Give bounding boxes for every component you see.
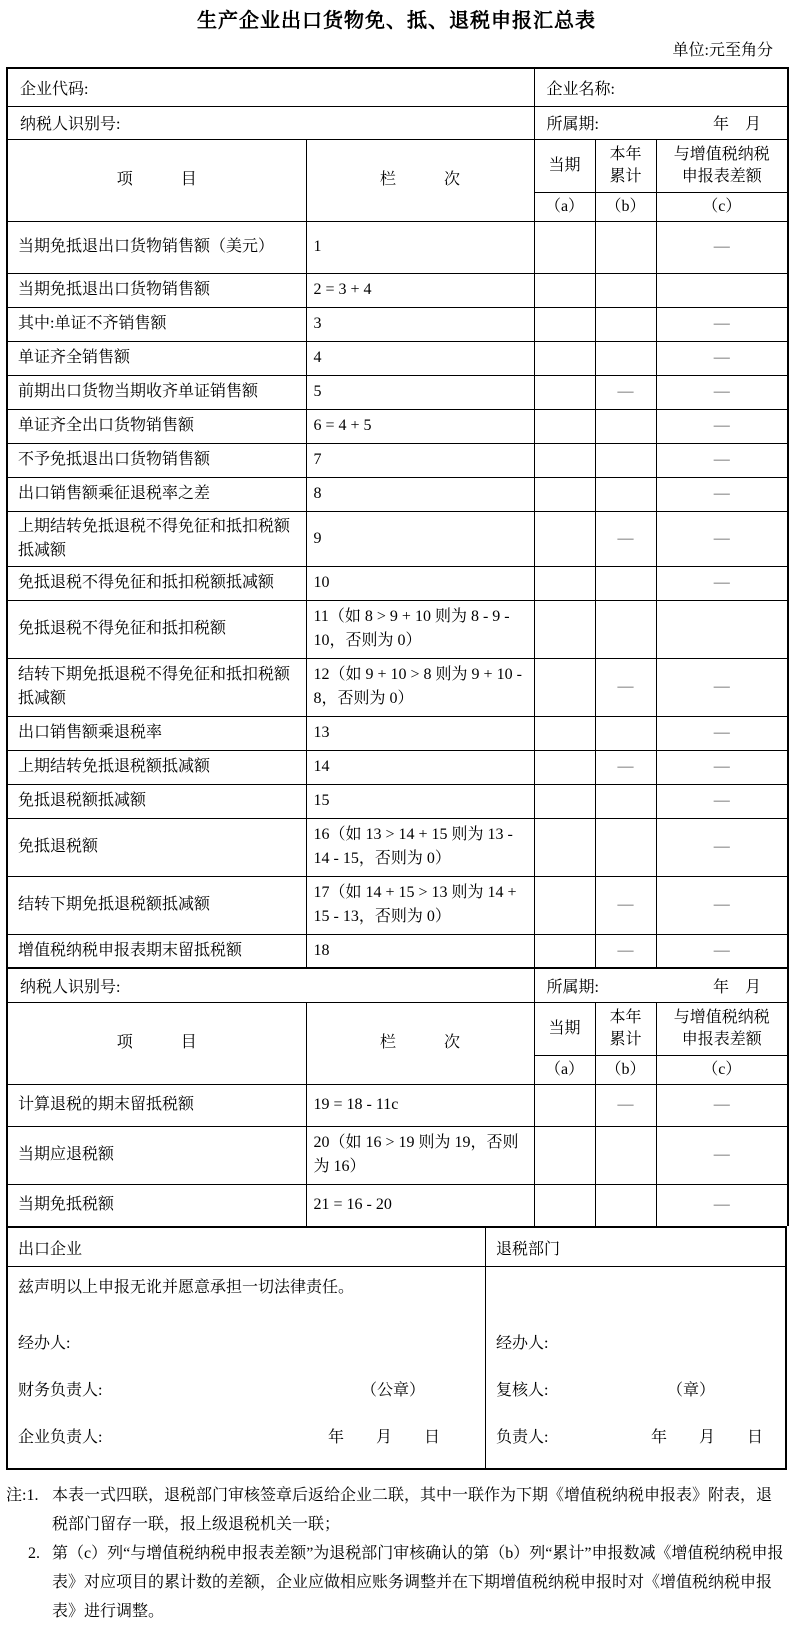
value-cell-c: —: [656, 566, 788, 600]
value-cell-a: [534, 477, 595, 511]
signature-body-row: [8, 1267, 785, 1468]
col-index-cell: 21 = 16 - 20: [306, 1184, 534, 1226]
value-cell-c: —: [656, 375, 788, 409]
header2-current: 当期: [534, 1002, 595, 1055]
taxpayer-id-cell: 纳税人识别号:: [7, 106, 534, 139]
value-cell-b: [595, 1126, 656, 1184]
value-cell-b: [595, 784, 656, 818]
item-cell: 不予免抵退出口货物销售额: [7, 443, 306, 477]
section1-row-15: [7, 784, 788, 818]
value-cell-c: [656, 273, 788, 307]
col-index-cell: 4: [306, 341, 534, 375]
col-index-cell: 19 = 18 - 11c: [306, 1084, 534, 1126]
item-cell: 当期免抵退出口货物销售额: [7, 273, 306, 307]
item-cell: 增值税纳税申报表期末留抵税额: [7, 934, 306, 968]
value-cell-b: [595, 600, 656, 658]
page-title: 生产企业出口货物免、抵、退税申报汇总表: [197, 10, 596, 32]
item-cell: 免抵退税不得免征和抵扣税额: [7, 600, 306, 658]
header2-vat-diff-line2: 申报表差额: [681, 1030, 762, 1048]
value-cell-a: [534, 1126, 595, 1184]
export-company-cell: 出口企业: [8, 1228, 486, 1266]
section1-row-11: [7, 600, 788, 658]
value-cell-c: —: [656, 1126, 788, 1184]
left-manager-label: 企业负责人:: [18, 1429, 103, 1446]
value-cell-a: [534, 566, 595, 600]
left-signature-block: [8, 1318, 485, 1468]
right-manager-label: 负责人:: [496, 1429, 549, 1446]
value-cell-c: [656, 600, 788, 658]
value-cell-a: [534, 784, 595, 818]
dept-seal-label: （章）: [666, 1382, 715, 1399]
value-cell-b: —: [595, 1084, 656, 1126]
section1-row-14: [7, 750, 788, 784]
header-col-b: （b）: [595, 192, 656, 221]
header2-col-b: （b）: [595, 1055, 656, 1084]
value-cell-b: [595, 566, 656, 600]
left-date-label: 年 月 日: [327, 1429, 440, 1446]
section1-row-4: [7, 341, 788, 375]
period-cell: [534, 106, 788, 139]
value-cell-b: —: [595, 750, 656, 784]
col-index-cell: 17（如 14 + 15 > 13 则为 14 + 15 - 13，否则为 0）: [306, 876, 534, 934]
company-name-cell: 企业名称:: [534, 68, 788, 106]
section1-row-2: [7, 273, 788, 307]
value-cell-c: —: [656, 511, 788, 566]
col-index-cell: 6 = 4 + 5: [306, 409, 534, 443]
right-signature-block: [486, 1318, 785, 1468]
section1-row-3: [7, 307, 788, 341]
info-row-taxpayer: [7, 106, 788, 139]
value-cell-b: [595, 409, 656, 443]
value-cell-b: [595, 716, 656, 750]
value-cell-a: [534, 934, 595, 968]
section1-row-5: [7, 375, 788, 409]
section1-row-9: [7, 511, 788, 566]
value-cell-c: —: [656, 716, 788, 750]
header2-col-c: （c）: [656, 1055, 788, 1084]
col-index-cell: 20（如 16 > 19 则为 19，否则为 16）: [306, 1126, 534, 1184]
value-cell-b: [595, 307, 656, 341]
value-cell-b: —: [595, 511, 656, 566]
note-2: [28, 1539, 785, 1626]
header-vat-diff-line1: 与增值税纳税: [673, 145, 770, 163]
col-index-cell: 13: [306, 716, 534, 750]
value-cell-c: —: [656, 1184, 788, 1226]
value-cell-a: [534, 818, 595, 876]
period-year-month-2: 年 月: [713, 978, 762, 996]
value-cell-a: [534, 409, 595, 443]
value-cell-b: —: [595, 375, 656, 409]
header2-ytd-line1: 本年: [609, 1008, 642, 1026]
note-1-marker: 注:1.: [6, 1487, 39, 1504]
header2-column: 栏 次: [306, 1002, 534, 1084]
period-label: 所属期:: [546, 116, 599, 133]
value-cell-b: [595, 273, 656, 307]
value-cell-c: —: [656, 750, 788, 784]
section1-row-1: [7, 221, 788, 273]
value-cell-c: —: [656, 818, 788, 876]
header-ytd-line1: 本年: [609, 145, 642, 163]
left-handler-label: 经办人:: [18, 1335, 71, 1352]
value-cell-c: —: [656, 307, 788, 341]
item-cell: 出口销售额乘退税率: [7, 716, 306, 750]
col-index-cell: 7: [306, 443, 534, 477]
section2-rows: [7, 1084, 788, 1226]
right-handler-label: 经办人:: [496, 1335, 549, 1352]
section1-row-18: [7, 934, 788, 968]
value-cell-b: —: [595, 876, 656, 934]
info-row-company: [7, 68, 788, 106]
value-cell-c: —: [656, 658, 788, 716]
company-seal-label: （公章）: [360, 1382, 425, 1399]
header-col-c: （c）: [656, 192, 788, 221]
form-sheet: [6, 0, 787, 1626]
item-cell: 免抵退税额: [7, 818, 306, 876]
section1-row-13: [7, 716, 788, 750]
col-index-cell: 18: [306, 934, 534, 968]
item-cell: 免抵退税额抵减额: [7, 784, 306, 818]
value-cell-a: [534, 341, 595, 375]
item-cell: 结转下期免抵退税不得免征和抵扣税额抵减额: [7, 658, 306, 716]
value-cell-a: [534, 750, 595, 784]
value-cell-a: [534, 375, 595, 409]
value-cell-a: [534, 511, 595, 566]
item-cell: 单证齐全销售额: [7, 341, 306, 375]
value-cell-b: [595, 818, 656, 876]
value-cell-a: [534, 1184, 595, 1226]
value-cell-c: —: [656, 1084, 788, 1126]
col-index-cell: 9: [306, 511, 534, 566]
item-cell: 免抵退税不得免征和抵扣税额抵减额: [7, 566, 306, 600]
section2-row-1: [7, 1084, 788, 1126]
section1-row-8: [7, 477, 788, 511]
right-reviewer-label: 复核人:: [496, 1382, 549, 1399]
item-cell: 当期免抵退出口货物销售额（美元）: [7, 221, 306, 273]
header-col-a: （a）: [534, 192, 595, 221]
signature-header-row: [8, 1228, 785, 1267]
item-cell: 上期结转免抵退税额抵减额: [7, 750, 306, 784]
note-2-text: 第（c）列“与增值税纳税申报表差额”为退税部门审核确认的第（b）列“累计”申报数减《增值税纳税申报表》对应项目的累计数的差额，企业应做相应账务调整并在下期增值税纳税申报时对《增值税纳税申报表》进行调整。: [52, 1545, 784, 1620]
section1-row-7: [7, 443, 788, 477]
value-cell-b: [595, 477, 656, 511]
section1-row-16: [7, 818, 788, 876]
value-cell-c: —: [656, 784, 788, 818]
value-cell-c: —: [656, 876, 788, 934]
header-column: 栏 次: [306, 139, 534, 221]
right-handler-line: [486, 1318, 785, 1365]
signature-section: [6, 1226, 787, 1470]
company-code-cell: 企业代码:: [7, 68, 534, 106]
col-index-cell: 10: [306, 566, 534, 600]
col-index-cell: 5: [306, 375, 534, 409]
section1-row-10: [7, 566, 788, 600]
note-1-text: 本表一式四联，退税部门审核签章后返给企业二联，其中一联作为下期《增值税纳税申报表》附表，退税部门留存一联，报上级退税机关一联；: [52, 1487, 773, 1533]
value-cell-c: —: [656, 477, 788, 511]
header2-ytd-line2: 累计: [609, 1030, 642, 1048]
left-manager-line: [8, 1412, 485, 1459]
header-ytd: [595, 139, 656, 192]
col-index-cell: 3: [306, 307, 534, 341]
value-cell-a: [534, 658, 595, 716]
refund-dept-cell: 退税部门: [496, 1240, 561, 1258]
col-index-cell: 2 = 3 + 4: [306, 273, 534, 307]
taxpayer-id-cell-2: 纳税人识别号:: [7, 968, 534, 1002]
col-index-cell: 12（如 9 + 10 > 8 则为 9 + 10 - 8，否则为 0）: [306, 658, 534, 716]
period-year-month: 年 月: [713, 116, 762, 133]
info-row-taxpayer-2: [7, 968, 788, 1002]
col-index-cell: 14: [306, 750, 534, 784]
value-cell-b: —: [595, 934, 656, 968]
header2-col-a: （a）: [534, 1055, 595, 1084]
header2-row-1: [7, 1002, 788, 1055]
value-cell-b: [595, 221, 656, 273]
left-finance-label: 财务负责人:: [18, 1382, 103, 1399]
header2-ytd: [595, 1002, 656, 1055]
left-finance-line: [8, 1365, 485, 1412]
col-index-cell: 15: [306, 784, 534, 818]
item-cell: 前期出口货物当期收齐单证销售额: [7, 375, 306, 409]
period-label-2: 所属期:: [546, 978, 599, 996]
value-cell-b: —: [595, 658, 656, 716]
value-cell-c: —: [656, 409, 788, 443]
right-reviewer-line: [486, 1365, 785, 1412]
value-cell-a: [534, 443, 595, 477]
declaration-text: 兹声明以上申报无讹并愿意承担一切法律责任。: [18, 1279, 355, 1296]
item-cell: 单证齐全出口货物销售额: [7, 409, 306, 443]
right-date-label: 年 月 日: [650, 1429, 763, 1446]
section2-row-3: [7, 1184, 788, 1226]
info-section: [7, 68, 788, 221]
value-cell-a: [534, 716, 595, 750]
value-cell-c: —: [656, 934, 788, 968]
item-cell: 结转下期免抵退税额抵减额: [7, 876, 306, 934]
section2-row-2: [7, 1126, 788, 1184]
header-current: 当期: [534, 139, 595, 192]
unit-note: 单位:元至角分: [672, 42, 773, 59]
header-ytd-line2: 累计: [609, 167, 642, 185]
col-index-cell: 16（如 13 > 14 + 15 则为 13 - 14 - 15，否则为 0）: [306, 818, 534, 876]
value-cell-a: [534, 600, 595, 658]
header-row-1: [7, 139, 788, 192]
value-cell-a: [534, 273, 595, 307]
item-cell: 计算退税的期末留抵税额: [7, 1084, 306, 1126]
value-cell-c: —: [656, 341, 788, 375]
item-cell: 当期免抵税额: [7, 1184, 306, 1226]
note-1: [6, 1481, 785, 1539]
header2-vat-diff-line1: 与增值税纳税: [673, 1008, 770, 1026]
section1-row-12: [7, 658, 788, 716]
right-manager-line: [486, 1412, 785, 1459]
note-2-marker: 2.: [28, 1545, 40, 1562]
col-index-cell: 11（如 8 > 9 + 10 则为 8 - 9 - 10，否则为 0）: [306, 600, 534, 658]
item-cell: 上期结转免抵退税不得免征和抵扣税额抵减额: [7, 511, 306, 566]
header-vat-diff-line2: 申报表差额: [681, 167, 762, 185]
header2-vat-diff: [656, 1002, 788, 1055]
left-handler-line: [8, 1318, 485, 1365]
form-table: [6, 67, 789, 1226]
export-company-signatures: [8, 1267, 486, 1468]
period-cell-2: [534, 968, 788, 1002]
value-cell-c: —: [656, 443, 788, 477]
section1-row-17: [7, 876, 788, 934]
header-item: 项 目: [7, 139, 306, 221]
value-cell-b: [595, 341, 656, 375]
value-cell-a: [534, 876, 595, 934]
section1-rows: [7, 221, 788, 968]
col-index-cell: 1: [306, 221, 534, 273]
value-cell-a: [534, 1084, 595, 1126]
value-cell-c: —: [656, 221, 788, 273]
header2-item: 项 目: [7, 1002, 306, 1084]
value-cell-a: [534, 307, 595, 341]
section2-info: [7, 968, 788, 1084]
col-index-cell: 8: [306, 477, 534, 511]
value-cell-b: [595, 1184, 656, 1226]
header-vat-diff: [656, 139, 788, 192]
value-cell-a: [534, 221, 595, 273]
refund-dept-signatures: [486, 1267, 785, 1468]
item-cell: 其中:单证不齐销售额: [7, 307, 306, 341]
section1-row-6: [7, 409, 788, 443]
value-cell-b: [595, 443, 656, 477]
item-cell: 当期应退税额: [7, 1126, 306, 1184]
notes: [6, 1481, 785, 1626]
item-cell: 出口销售额乘征退税率之差: [7, 477, 306, 511]
